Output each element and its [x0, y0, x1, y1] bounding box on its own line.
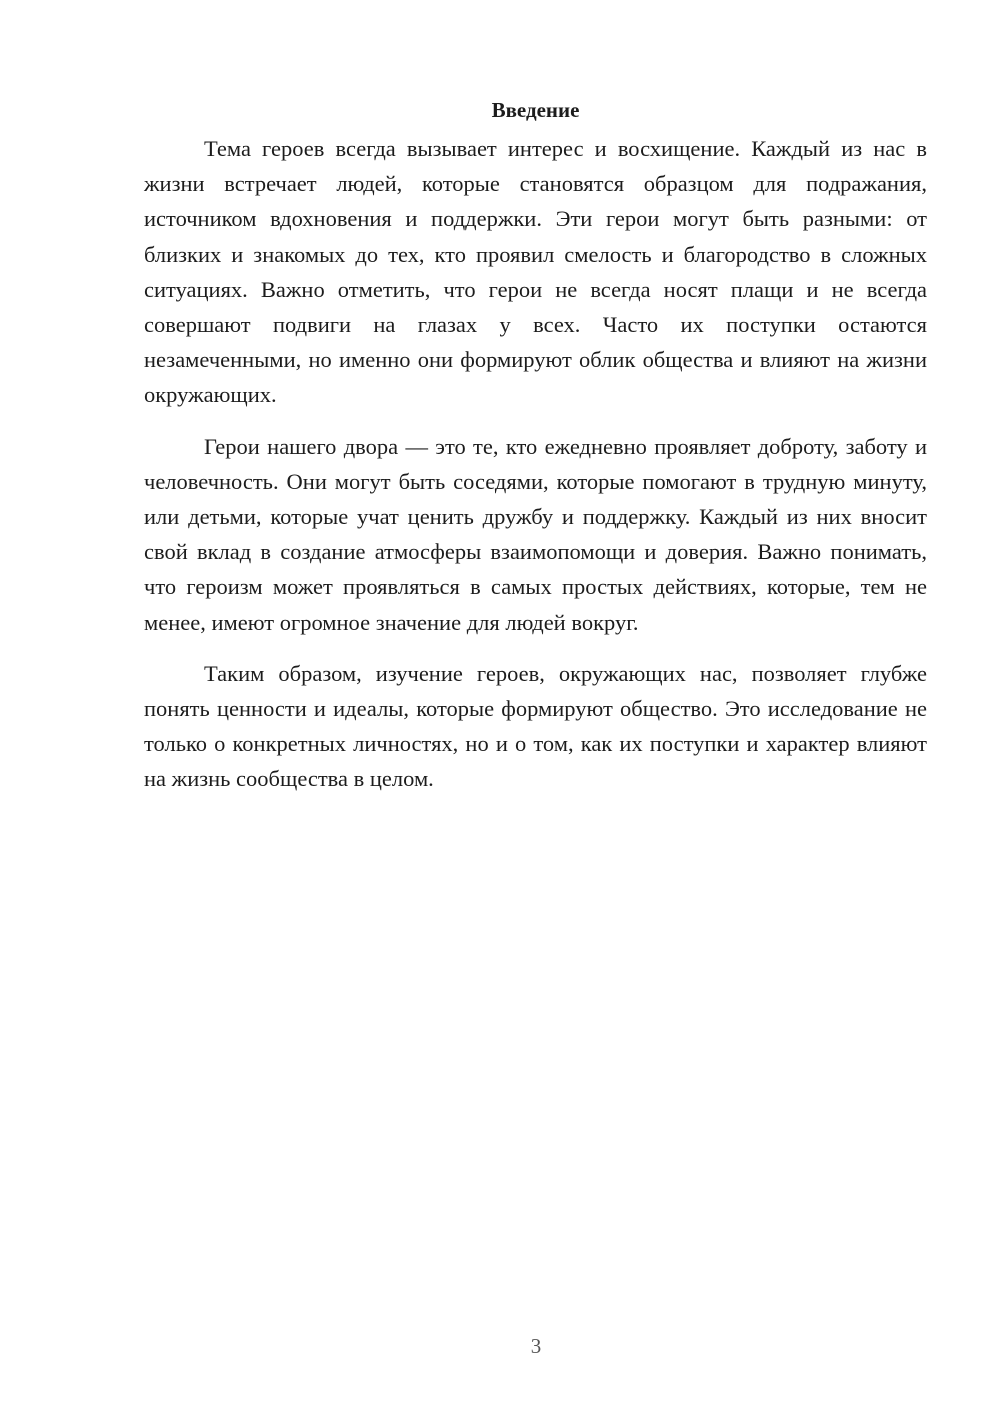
page-number: 3 — [530, 1334, 542, 1358]
paragraph-2: Герои нашего двора — это те, кто ежедневно проявляет доброту, заботу и человечность. Они могут быть соседями, которые помогают в трудную минуту, или детьми, которые учат ценить дружбу и поддержку. Каждый из них вносит свой вклад в создание атмосферы взаимопомощи и доверия. Важно понимать, что героизм может проявляться в самых простых действиях, которые, тем не менее, имеют огромное значение для людей вокруг. — [144, 433, 927, 635]
page-content — [144, 93, 927, 813]
paragraph-1: Тема героев всегда вызывает интерес и восхищение. Каждый из нас в жизни встречает людей, которые становятся образцом для подражания, источником вдохновения и поддержки. Эти герои могут быть разными: от близких и знакомых до тех, кто проявил смелость и благородство в сложных ситуациях. Важно отметить, что герои не всегда носят плащи и не всегда совершают подвиги на глазах у всех. Часто их поступки остаются незамеченными, но именно они формируют облик общества и влияют на жизни окружающих. — [144, 136, 927, 408]
section-heading: Введение — [491, 98, 580, 122]
paragraph-3: Таким образом, изучение героев, окружающих нас, позволяет глубже понять ценности и идеалы, которые формируют общество. Это исследование не только о конкретных личностях, но и о том, как их поступки и характер влияют на жизнь сообщества в целом. — [144, 660, 927, 792]
